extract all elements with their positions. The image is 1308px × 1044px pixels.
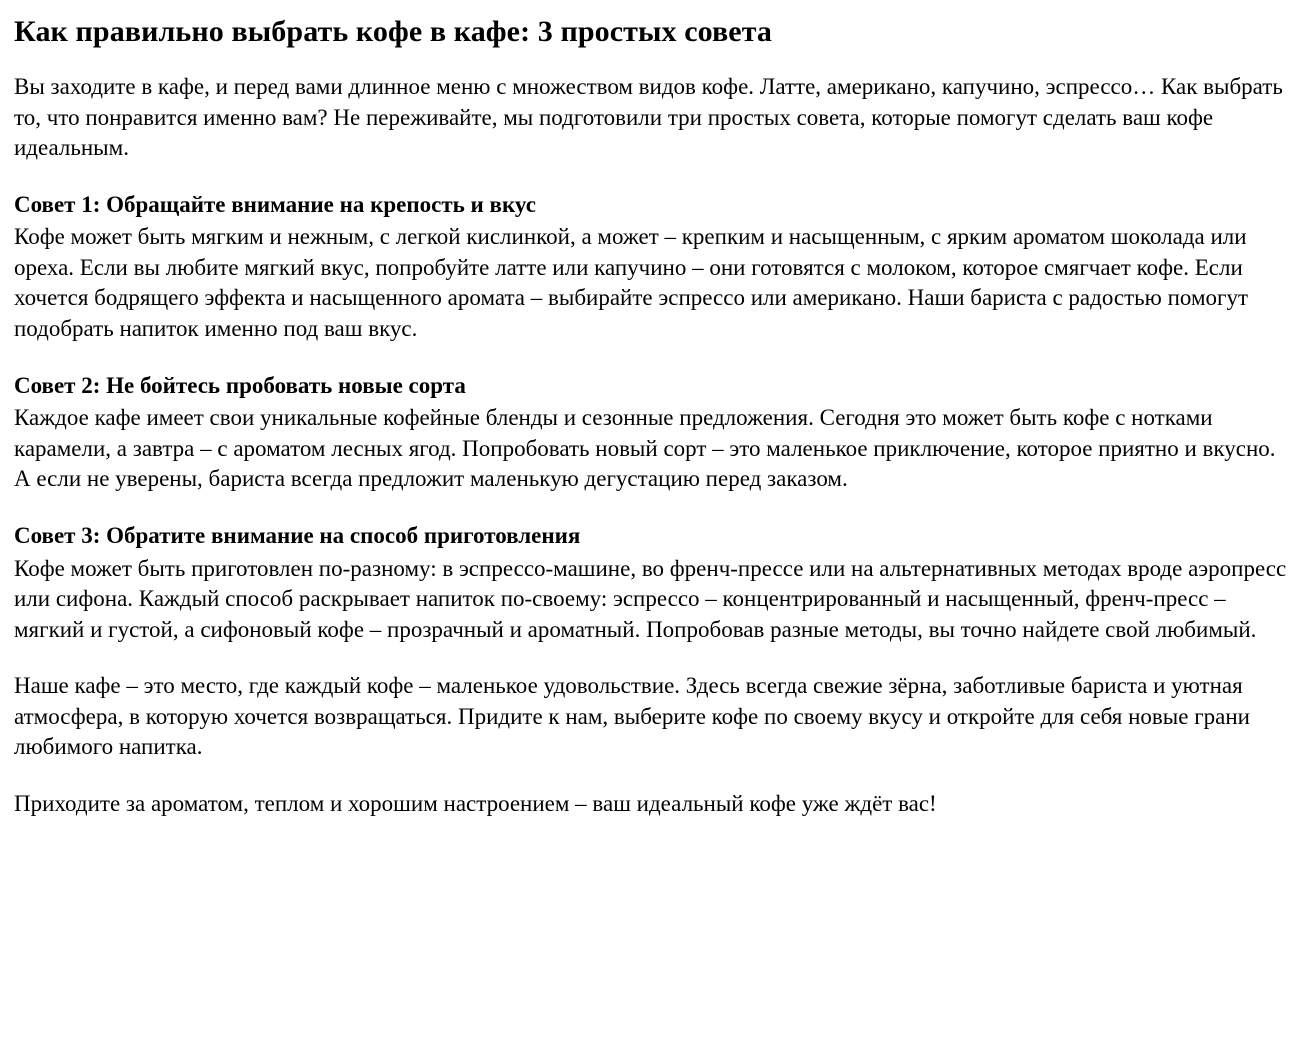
closing-paragraph: Приходите за ароматом, теплом и хорошим настроением – ваш идеальный кофе уже ждёт вас!	[14, 790, 937, 816]
advice-heading-2: Совет 2: Не бойтесь пробовать новые сорта	[14, 372, 466, 398]
advice-heading-1: Совет 1: Обращайте внимание на крепость и вкус	[14, 191, 536, 217]
advice-section-1	[14, 190, 1294, 345]
advice-body-2: Каждое кафе имеет свои уникальные кофейные бленды и сезонные предложения. Сегодня это может быть кофе с нотками карамели, а завтра – с ароматом лесных ягод. Попробовать новый сорт – это маленькое приключение, которое приятно и вкусно. А если не уверены, бариста всегда предложит маленькую дегустацию перед заказом.	[14, 405, 1276, 492]
advice-body-1: Кофе может быть мягким и нежным, с легкой кислинкой, а может – крепким и насыщенным, с ярким ароматом шоколада или ореха. Если вы любите мягкий вкус, попробуйте латте или капучино – они готовятся с молоком, которое смягчает кофе. Если хочется бодрящего эффекта и насыщенного аромата – выбирайте эспрессо или американо. Наши бариста с радостью помогут подобрать напиток именно под ваш вкус.	[14, 224, 1249, 342]
page-title: Как правильно выбрать кофе в кафе: 3 простых совета	[14, 15, 772, 48]
advice-heading-3: Совет 3: Обратите внимание на способ приготовления	[14, 522, 581, 548]
advice-body-3: Кофе может быть приготовлен по-разному: в эспрессо-машине, во френч-прессе или на альтернативных методах вроде аэропресс или сифона. Каждый способ раскрывает напиток по-своему: эспрессо – концентрированный и насыщенный, френч-пресс – мягкий и густой, а сифоновый кофе – прозрачный и ароматный. Попробовав разные методы, вы точно найдете свой любимый.	[14, 555, 1287, 642]
advice-section-3	[14, 521, 1294, 645]
outro-paragraph: Наше кафе – это место, где каждый кофе – маленькое удовольствие. Здесь всегда свежие зёрна, заботливые бариста и уютная атмосфера, в которую хочется возвращаться. Придите к нам, выберите кофе по своему вкусу и откройте для себя новые грани любимого напитка.	[14, 673, 1250, 760]
intro-paragraph: Вы заходите в кафе, и перед вами длинное меню с множеством видов кофе. Латте, американо, капучино, эспрессо… Как выбрать то, что понравится именно вам? Не переживайте, мы подготовили три простых совета, которые помогут сделать ваш кофе идеальным.	[14, 74, 1283, 161]
advice-section-2	[14, 371, 1294, 495]
